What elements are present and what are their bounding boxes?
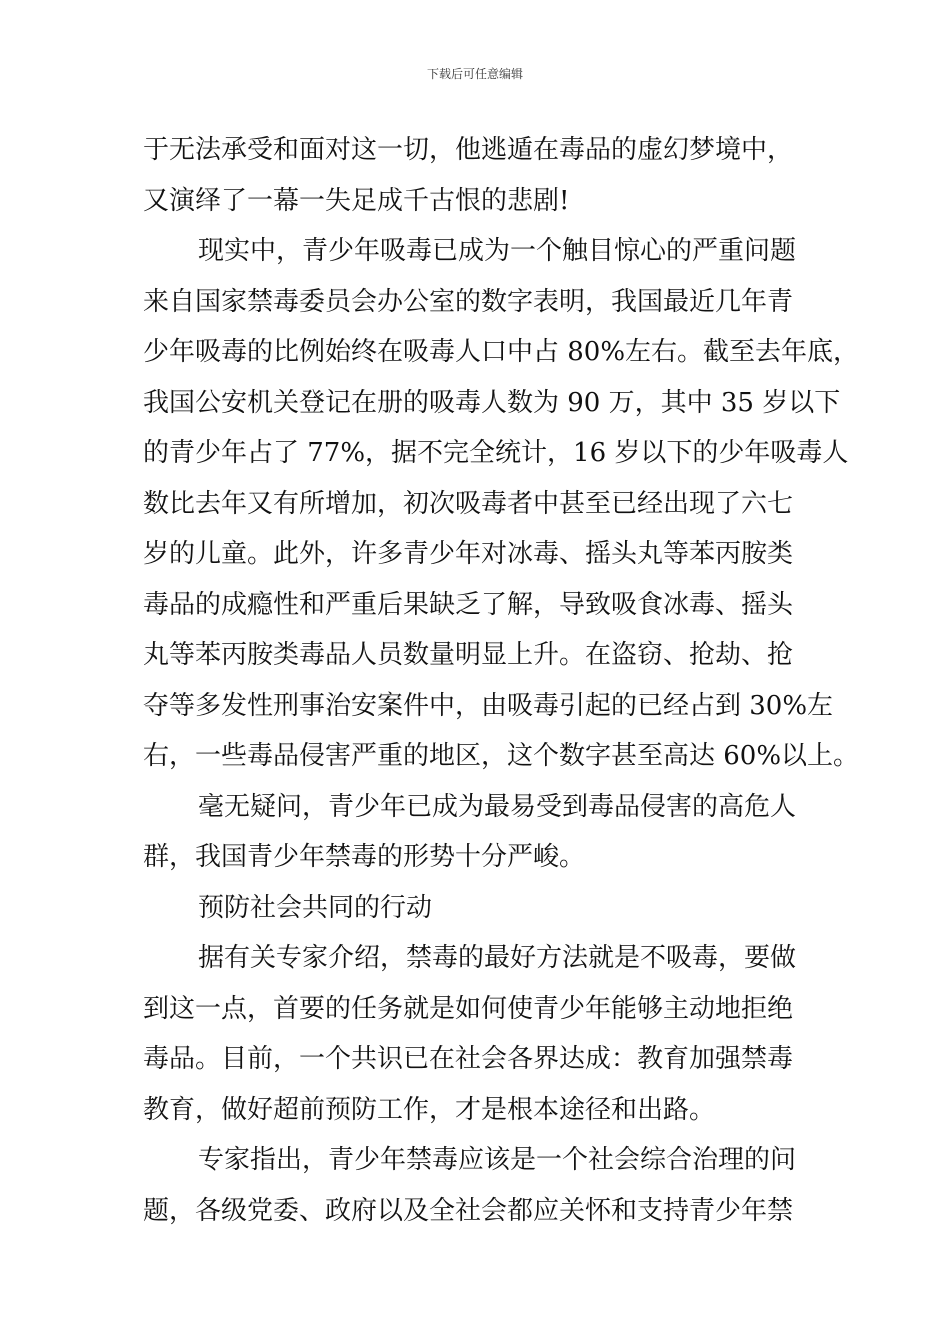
text-line: 毒品。目前，一个共识已在社会各界达成：教育加强禁毒	[143, 1044, 794, 1074]
text-line: 夺等多发性刑事治安案件中，由吸毒引起的已经占到 30%左	[143, 690, 834, 721]
text-line: 数比去年又有所增加，初次吸毒者中甚至已经出现了六七	[143, 488, 794, 519]
text-line: 预防社会共同的行动	[198, 892, 433, 923]
text-line: 又演绎了一幕一失足成千古恨的悲剧!	[143, 185, 570, 216]
text-line: 少年吸毒的比例始终在吸毒人口中占 80%左右。截至去年底，	[143, 337, 860, 367]
text-line: 群，我国青少年禁毒的形势十分严峻。	[143, 842, 586, 872]
text-line: 的青少年占了 77%，据不完全统计，16 岁以下的少年吸毒人	[143, 438, 849, 468]
text-line: 据有关专家介绍，禁毒的最好方法就是不吸毒，要做	[198, 943, 797, 973]
text-line: 来自国家禁毒委员会办公室的数字表明，我国最近几年青	[143, 286, 794, 317]
text-line: 到这一点，首要的任务就是如何使青少年能够主动地拒绝	[143, 993, 794, 1024]
text-line: 我国公安机关登记在册的吸毒人数为 90 万，其中 35 岁以下	[143, 387, 841, 418]
text-line: 毫无疑问，青少年已成为最易受到毒品侵害的高危人	[198, 791, 797, 822]
text-line: 丸等苯丙胺类毒品人员数量明显上升。在盗窃、抢劫、抢	[143, 640, 794, 670]
text-line: 专家指出，青少年禁毒应该是一个社会综合治理的问	[198, 1145, 797, 1175]
text-line: 右，一些毒品侵害严重的地区，这个数字甚至高达 60%以上。	[143, 741, 860, 771]
text-line: 岁的儿童。此外，许多青少年对冰毒、摇头丸等苯丙胺类	[143, 539, 794, 569]
page-header: 下载后可任意编辑	[426, 67, 523, 81]
document-body	[143, 125, 860, 1236]
text-line: 题，各级党委、政府以及全社会都应关怀和支持青少年禁	[143, 1195, 794, 1226]
text-line: 现实中，青少年吸毒已成为一个触目惊心的严重问题	[198, 236, 797, 266]
text-line: 毒品的成瘾性和严重后果缺乏了解，导致吸食冰毒、摇头	[143, 589, 794, 620]
text-line: 于无法承受和面对这一切，他逃遁在毒品的虚幻梦境中，	[143, 135, 794, 165]
text-line: 教育，做好超前预防工作，才是根本途径和出路。	[143, 1094, 716, 1125]
